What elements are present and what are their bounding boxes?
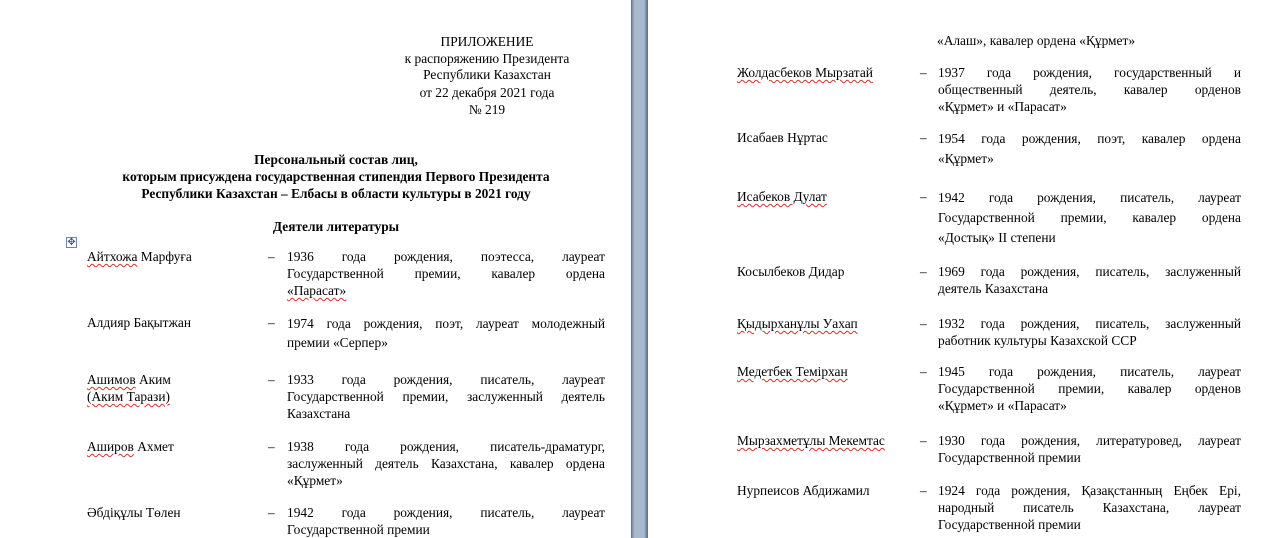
entry-description: 1942 года рождения, писатель, лауреат Государственной премии bbox=[287, 505, 605, 537]
entry-dash: – bbox=[920, 364, 927, 379]
move-arrows-icon[interactable]: ✥ bbox=[67, 237, 76, 248]
section-title: Деятели литературы bbox=[272, 219, 400, 234]
entry-name-alias: (Аким Тарази) bbox=[87, 389, 170, 404]
appendix-line-2: Республики Казахстан bbox=[423, 67, 551, 82]
entry-description: 1932 года рождения, писатель, заслуженный работник культуры Казахской ССР bbox=[938, 316, 1241, 348]
entry-name: Исабеков Дулат bbox=[737, 189, 827, 204]
entry-dash: – bbox=[920, 433, 927, 448]
heading-line-1: Персональный состав лиц, bbox=[254, 152, 418, 167]
heading-line-3: Республики Казахстан – Елбасы в области культуры в 2021 году bbox=[141, 186, 531, 201]
entry-description: 1974 года рождения, поэт, лауреат молодежный премии «Серпер» bbox=[287, 316, 605, 350]
entry-name: Айтхожа Марфуға bbox=[87, 249, 192, 264]
document-page-left bbox=[0, 0, 631, 538]
entry-dash: – bbox=[920, 264, 927, 279]
entry-description: 1938 года рождения, писатель-драматург, заслуженный деятель Казахстана, кавалер ордена «Құрмет» bbox=[287, 439, 605, 488]
entry-name: Қыдырханұлы Уахап bbox=[737, 316, 858, 331]
entry-name: Косылбеков Дидар bbox=[737, 264, 845, 279]
entry-name: Жолдасбеков Мырзатай bbox=[737, 65, 873, 80]
entry-name: Мырзахметұлы Мекемтас bbox=[737, 433, 885, 448]
entry-name: Аширов Ахмет bbox=[87, 439, 174, 454]
entry-description: 1930 года рождения, литературовед, лауреат Государственной премии bbox=[938, 433, 1241, 465]
entry-dash: – bbox=[268, 249, 275, 264]
document-page-right bbox=[648, 0, 1278, 538]
appendix-title: ПРИЛОЖЕНИЕ bbox=[440, 34, 534, 49]
entry-dash: – bbox=[920, 130, 927, 145]
entry-name: Медетбек Темірхан bbox=[737, 364, 848, 379]
entry-dash: – bbox=[920, 483, 927, 498]
entry-dash: – bbox=[920, 65, 927, 80]
entry-description: 1933 года рождения, писатель, лауреат Государственной премии, заслуженный деятель Казахстана bbox=[287, 372, 605, 421]
entry-description: 1969 года рождения, писатель, заслуженный деятель Казахстана bbox=[938, 264, 1241, 296]
entry-description: 1924 года рождения, Қазақстанның Еңбек Ері, народный писатель Казахстана, лауреат Государственной премии bbox=[938, 483, 1241, 532]
entry-dash: – bbox=[268, 439, 275, 454]
entry-dash: – bbox=[920, 189, 927, 204]
entry-dash: – bbox=[920, 316, 927, 331]
entry-name: Ашимов Аким bbox=[87, 372, 171, 387]
entry-description: 1954 года рождения, поэт, кавалер ордена «Құрмет» bbox=[938, 131, 1241, 166]
appendix-line-4: № 219 bbox=[468, 102, 506, 117]
appendix-line-1: к распоряжению Президента bbox=[404, 51, 570, 66]
appendix-line-3: от 22 декабря 2021 года bbox=[419, 85, 555, 100]
page-gap bbox=[631, 0, 648, 538]
heading-line-2: которым присуждена государственная стипендия Первого Президента bbox=[122, 169, 550, 184]
entry-dash: – bbox=[268, 315, 275, 330]
entry-description: 1936 года рождения, поэтесса, лауреат Государственной премии, кавалер ордена «Парасат» bbox=[287, 249, 605, 298]
entry-name: Исабаев Нұртас bbox=[737, 130, 828, 145]
entry-dash: – bbox=[268, 505, 275, 520]
entry-name: Алдияр Бақытжан bbox=[87, 315, 192, 330]
entry-description: 1942 года рождения, писатель, лауреат Государственной премии, кавалер ордена «Достық» II степени bbox=[938, 190, 1241, 245]
carryover-text: «Алаш», кавалер ордена «Құрмет» bbox=[937, 33, 1136, 48]
entry-name: Әбдіқұлы Төлен bbox=[87, 505, 181, 520]
entry-name: Нурпеисов Абдижамил bbox=[737, 483, 870, 498]
entry-description: 1945 года рождения, писатель, лауреат Государственной премии, кавалер орденов «Құрмет» и «Парасат» bbox=[938, 364, 1241, 413]
entry-description: 1937 года рождения, государственный и общественный деятель, кавалер орденов «Құрмет» и «Парасат» bbox=[938, 65, 1241, 114]
entry-dash: – bbox=[268, 372, 275, 387]
